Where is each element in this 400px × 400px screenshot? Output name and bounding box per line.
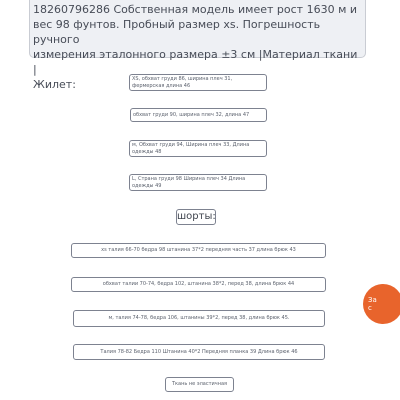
fabric-note <box>165 377 234 392</box>
size-text: обхват талии 70-74, бедра 102, штанина 38*2, перед 38, длина брюк 44 <box>102 281 295 287</box>
size-text: L, Страна груди 98 Ширина плеч 34 Длина <box>132 176 246 182</box>
size-text: обхват груди 90, ширина плеч 32, длина 47 <box>133 111 250 118</box>
size-text: XS, обхват груди 86, ширина плеч 31, <box>132 76 233 82</box>
description-line: вес 98 фунтов. Пробный размер xs. Погрешность ручного <box>33 18 321 46</box>
vest-size-m <box>129 140 267 157</box>
float-button-label: с <box>368 304 372 312</box>
size-text: одежды 49 <box>132 183 162 189</box>
vest-size-s <box>130 108 267 122</box>
description-line: Жилет: <box>33 78 76 91</box>
shorts-size-xs <box>71 243 326 258</box>
vest-size-xs <box>129 74 267 91</box>
shorts-heading: шорты: <box>176 209 216 225</box>
fabric-note-text: Ткань не эластичная <box>171 381 228 387</box>
shorts-size-m <box>73 310 325 327</box>
shorts-size-s <box>71 277 326 292</box>
size-text: xs талия 66-70 бедра 98 штанина 37*2 передняя часть 37 длина брюк 43 <box>101 247 296 253</box>
description-line: 18260796286 Собственная модель имеет рост 1630 м и <box>33 3 358 16</box>
size-text: м, талия 74-78, бедра 106, штанины 39*2, перед 38, длина брюк 45. <box>108 315 290 321</box>
vest-size-l <box>129 174 267 191</box>
size-text: Талия 78-82 Бедра 110 Штанина 40*2 Передняя планка 39 Длина брюк 46 <box>100 348 298 355</box>
size-text: м, Обхват груди 94, Ширина плеч 33, Длина <box>132 142 250 148</box>
float-button-label: За <box>368 296 377 304</box>
floating-action-button[interactable] <box>363 284 400 324</box>
description-line: измерения эталонного размера ±3 см |Материал ткани | <box>33 48 358 76</box>
shorts-size-l <box>73 344 325 360</box>
size-text: одежды 48 <box>132 149 162 155</box>
size-text: фермерская длина 46 <box>132 83 191 89</box>
